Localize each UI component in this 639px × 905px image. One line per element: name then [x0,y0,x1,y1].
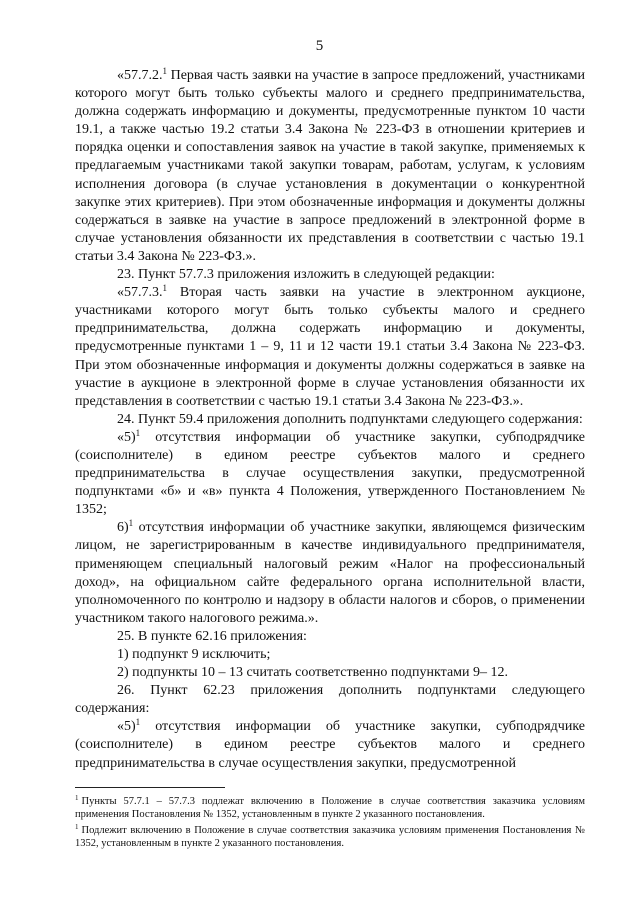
footnote-ref: 1 [162,283,167,294]
paragraph-subitem-2: 2) подпункты 10 – 13 считать соответственно подпунктами 9– 12. [117,665,509,681]
document-body [75,67,585,773]
paragraph-subitem-6-1: 6)$^1$ отсутствия информации об участнике закупки, являющемся физическим лицом, не зарегистрированным в качестве индивидуального предпринимателя, применяющем специальный налоговый режим «Налог на профессиональный доход», на официальном сайте федерального органа исполнительной власти, уполномоченного по контролю и надзору в области налогов и сборов, о применении участником такого налогового режима.». [75,518,585,626]
footnote-ref: 1 [162,66,167,76]
footnotes [75,792,585,850]
page-number: 5 [315,38,324,54]
footnote-divider [75,787,225,788]
footnote-1: $^1$ Пункты 57.7.1 – 57.7.3 подлежат включению в Положение в случае соответствия заказчика условиям применения Постановления № 1352, установленным в пункте 2 указанного постановления. [75,794,585,820]
paragraph-item-25: 25. В пункте 62.16 приложения: [117,628,307,644]
paragraph-item-24: 24. Пункт 59.4 приложения дополнить подпунктами следующего содержания: [117,411,583,427]
paragraph-subitem-5-1: «5)$^1$ отсутствия информации об участнике закупки, субподрядчике (соисполнителе) в едином реестре субъектов малого и среднего предпринимательства в случае осуществления закупки, предусмотренной подпунктами «б» и «в» пункта 4 Положения, утвержденного Постановлением № 1352; [75,427,585,518]
paragraph-57-7-2: «57.7.2.$^1$ Первая часть заявки на участие в запросе предложений, участниками которого могут быть только субъекты малого и среднего предпринимательства, должна содержать информацию и документы, предусмотренные пунктом 10 части 19.1, а также частью 19.2 статьи 3.4 Закона № 223-ФЗ в отношении критериев и порядка оценки и сопоставления заявок на участие в такой закупке, применяемых к предлагаемым участниками такой закупки товарам, работам, услугам, к условиям исполнения договора (в случае установления в документации о конкурентной закупке этих критериев). При этом обозначенные информация и документы должны содержаться в заявке на участие в запросе предложений в электронной форме в случае установления обязанности их представления в соответствии с частью 19.1 статьи 3.4 Закона № 223-ФЗ.». [75,66,585,264]
paragraph-item-26: 26. Пункт 62.23 приложения дополнить подпунктами следующего содержания: [75,683,585,717]
paragraph-item-23: 23. Пункт 57.7.3 приложения изложить в следующей редакции: [117,267,495,283]
footnote-2: $^1$ Подлежит включению в Положение в случае соответствия заказчика условиям применения Постановления № 1352, установленным в пункте 2 указанного постановления. [75,823,585,849]
footnote-ref: 1 [135,427,141,438]
paragraph-subitem-1: 1) подпункт 9 исключить; [117,647,271,662]
footnote-ref: 1 [135,717,141,728]
paragraph-57-7-3: «57.7.3.$^1$ Вторая часть заявки на участие в электронном аукционе, участниками которого могут быть только субъекты малого и среднего предпринимательства, должна содержать информацию и документы, предусмотренные пунктами 1 – 9, 11 и 12 части 19.1 статьи 3.4 Закона № 223-ФЗ. При этом обозначенные информация и документы должны содержаться в заявке на участие в аукционе в электронной форме в случае установления обязанности их представления в соответствии с частью 19.1 статьи 3.4 Закона № 223-ФЗ.». [75,283,585,409]
footnote-ref: 1 [128,518,134,529]
paragraph-subitem-5-1-continued: «5)$^1$ отсутствия информации об участнике закупки, субподрядчике (соисполнителе) в едином реестре субъектов малого и среднего предпринимательства в случае осуществления закупки, предусмотренной [75,717,585,771]
